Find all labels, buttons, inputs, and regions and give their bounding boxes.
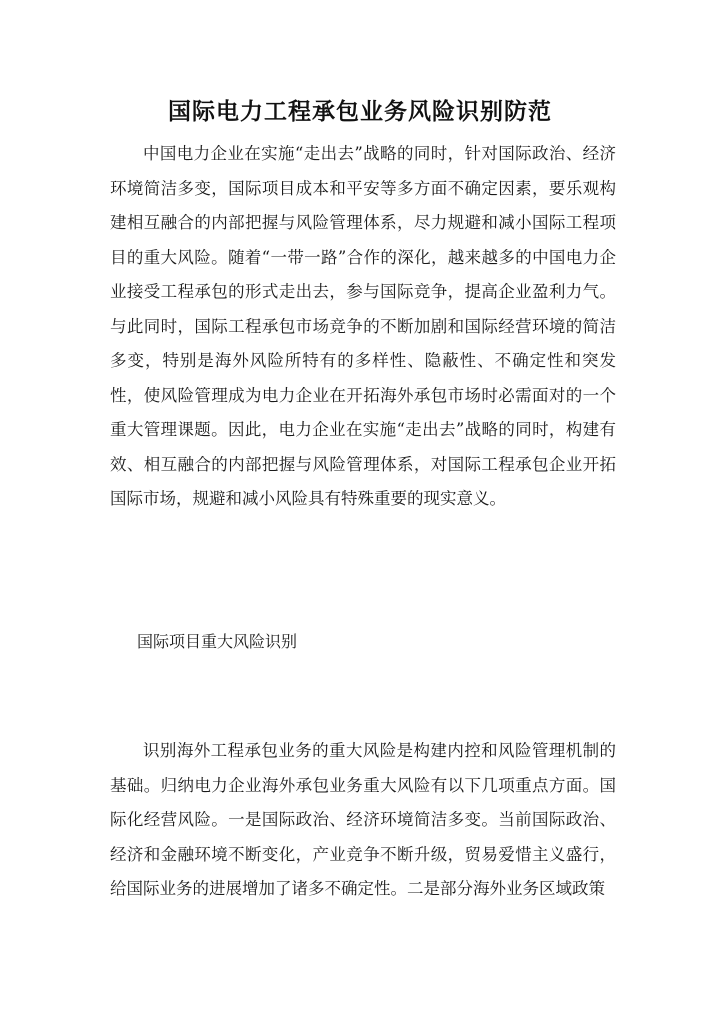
document-title: 国际电力工程承包业务风险识别防范 bbox=[168, 98, 552, 125]
intro-paragraph: 中国电力企业在实施“走出去”战略的同时，针对国际政治、经济环境简洁多变，国际项目成本和平安等多方面不确定因素，要乐观构建相互融合的内部把握与风险管理体系，尽力规避和减小国际工程项目的重大风险。随着“一带一路”合作的深化，越来越多的中国电力企业接受工程承包的形式走出去，参与国际竞争，提高企业盈利力气。与此同时，国际工程承包市场竞争的不断加剧和国际经营环境的简洁多变，特别是海外风险所特有的多样性、隐蔽性、不确定性和突发性，使风险管理成为电力企业在开拓海外承包市场时必需面对的一个重大管理课题。因此，电力企业在实施“走出去”战略的同时，构建有效、相互融合的内部把握与风险管理体系，对国际工程承包企业开拓国际市场，规避和减小风险具有特殊重要的现实意义。 bbox=[110, 144, 616, 508]
section-heading: 国际项目重大风险识别 bbox=[137, 632, 298, 651]
body-paragraph: 识别海外工程承包业务的重大风险是构建内控和风险管理机制的基础。归纳电力企业海外承包业务重大风险有以下几项重点方面。国际化经营风险。一是国际政治、经济环境简洁多变。当前国际政治、经济和金融环境不断变化，产业竞争不断升级，贸易爱惜主义盛行，给国际业务的进展增加了诸多不确定性。二是部分海外业务区域政策 bbox=[110, 741, 616, 898]
